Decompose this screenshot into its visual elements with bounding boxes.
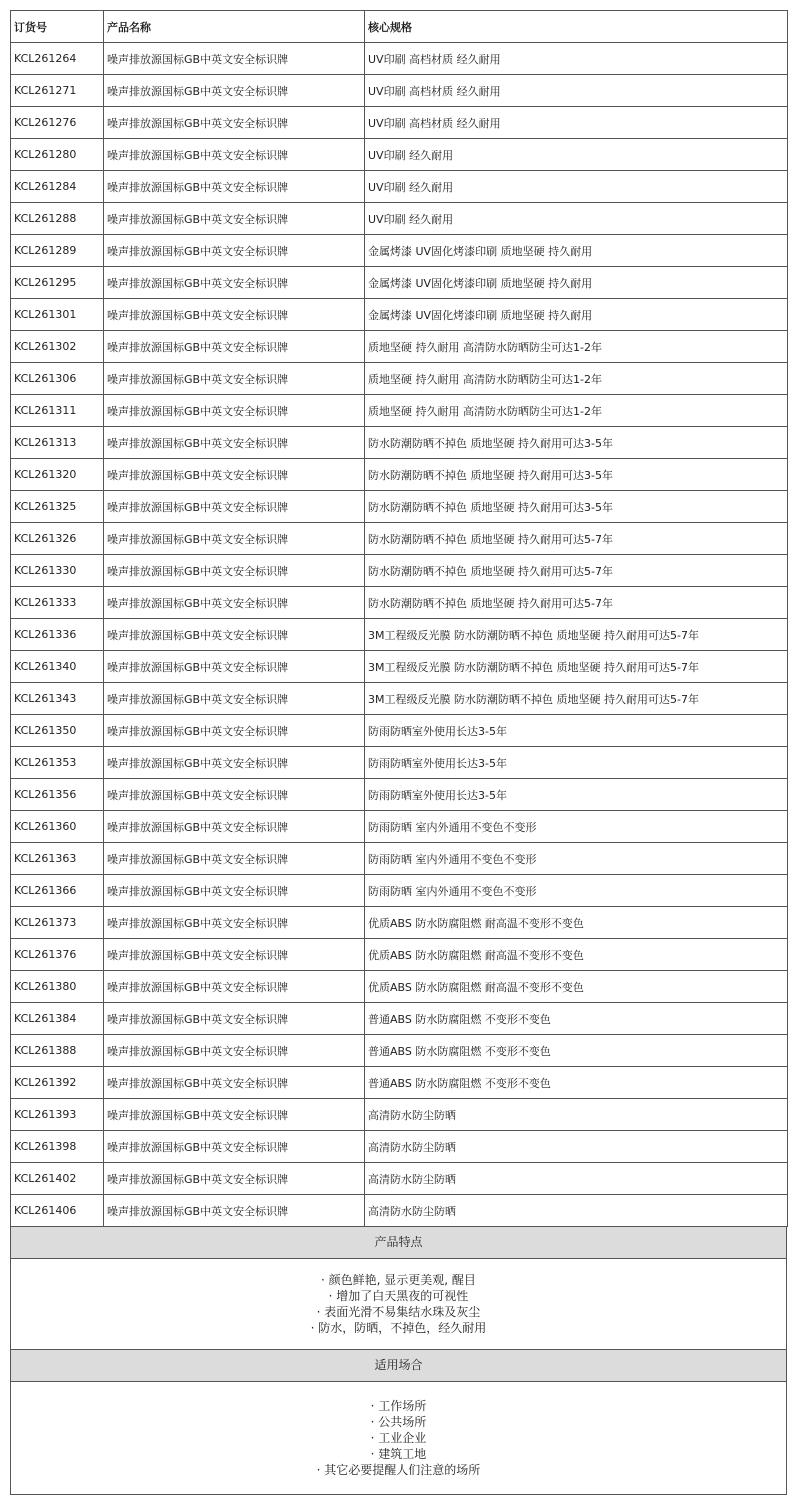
table-row xyxy=(11,171,788,203)
product-name-cell: 噪声排放源国标GB中英文安全标识牌 xyxy=(104,459,365,491)
table-row xyxy=(11,203,788,235)
core-spec-cell: 防水防潮防晒不掉色 质地坚硬 持久耐用可达5-7年 xyxy=(365,523,788,555)
product-name-cell: 噪声排放源国标GB中英文安全标识牌 xyxy=(104,43,365,75)
core-spec-cell: 高清防水防尘防晒 xyxy=(365,1131,788,1163)
table-row xyxy=(11,267,788,299)
order-number-cell: KCL261289 xyxy=(11,235,104,267)
core-spec-cell: 防雨防晒室外使用长达3-5年 xyxy=(365,747,788,779)
core-spec-cell: 优质ABS 防水防腐阻燃 耐高温不变形不变色 xyxy=(365,907,788,939)
product-name-cell: 噪声排放源国标GB中英文安全标识牌 xyxy=(104,491,365,523)
core-spec-cell: 优质ABS 防水防腐阻燃 耐高温不变形不变色 xyxy=(365,939,788,971)
core-spec-cell: 防水防潮防晒不掉色 质地坚硬 持久耐用可达3-5年 xyxy=(365,427,788,459)
order-number-cell: KCL261340 xyxy=(11,651,104,683)
core-spec-cell: 金属烤漆 UV固化烤漆印刷 质地坚硬 持久耐用 xyxy=(365,235,788,267)
order-number-cell: KCL261306 xyxy=(11,363,104,395)
core-spec-cell: 金属烤漆 UV固化烤漆印刷 质地坚硬 持久耐用 xyxy=(365,299,788,331)
order-number-cell: KCL261313 xyxy=(11,427,104,459)
order-number-cell: KCL261320 xyxy=(11,459,104,491)
core-spec-cell: UV印刷 经久耐用 xyxy=(365,171,788,203)
table-row xyxy=(11,299,788,331)
table-row xyxy=(11,75,788,107)
order-number-cell: KCL261384 xyxy=(11,1003,104,1035)
product-name-cell: 噪声排放源国标GB中英文安全标识牌 xyxy=(104,555,365,587)
core-spec-cell: UV印刷 高档材质 经久耐用 xyxy=(365,43,788,75)
core-spec-cell: 质地坚硬 持久耐用 高清防水防晒防尘可达1-2年 xyxy=(365,331,788,363)
product-name-cell: 噪声排放源国标GB中英文安全标识牌 xyxy=(104,683,365,715)
product-name-cell: 噪声排放源国标GB中英文安全标识牌 xyxy=(104,779,365,811)
core-spec-cell: 3M工程级反光膜 防水防潮防晒不掉色 质地坚硬 持久耐用可达5-7年 xyxy=(365,683,788,715)
order-number-cell: KCL261406 xyxy=(11,1195,104,1227)
product-name-cell: 噪声排放源国标GB中英文安全标识牌 xyxy=(104,331,365,363)
product-name-cell: 噪声排放源国标GB中英文安全标识牌 xyxy=(104,1195,365,1227)
order-number-cell: KCL261393 xyxy=(11,1099,104,1131)
core-spec-cell: 防雨防晒 室内外通用不变色不变形 xyxy=(365,843,788,875)
table-row xyxy=(11,139,788,171)
core-spec-cell: 金属烤漆 UV固化烤漆印刷 质地坚硬 持久耐用 xyxy=(365,267,788,299)
product-name-cell: 噪声排放源国标GB中英文安全标识牌 xyxy=(104,1003,365,1035)
order-number-cell: KCL261356 xyxy=(11,779,104,811)
table-row xyxy=(11,1067,788,1099)
product-name-cell: 噪声排放源国标GB中英文安全标识牌 xyxy=(104,1099,365,1131)
table-row xyxy=(11,523,788,555)
features-title: 产品特点 xyxy=(10,1227,787,1259)
order-number-cell: KCL261326 xyxy=(11,523,104,555)
order-number-cell: KCL261311 xyxy=(11,395,104,427)
table-row xyxy=(11,779,788,811)
core-spec-cell: 防雨防晒室外使用长达3-5年 xyxy=(365,779,788,811)
order-number-cell: KCL261376 xyxy=(11,939,104,971)
order-number-cell: KCL261380 xyxy=(11,971,104,1003)
order-number-cell: KCL261276 xyxy=(11,107,104,139)
table-row xyxy=(11,1035,788,1067)
table-row xyxy=(11,939,788,971)
table-row xyxy=(11,459,788,491)
core-spec-cell: UV印刷 高档材质 经久耐用 xyxy=(365,107,788,139)
product-name-cell: 噪声排放源国标GB中英文安全标识牌 xyxy=(104,267,365,299)
order-number-cell: KCL261353 xyxy=(11,747,104,779)
product-name-cell: 噪声排放源国标GB中英文安全标识牌 xyxy=(104,587,365,619)
table-row xyxy=(11,971,788,1003)
table-row xyxy=(11,1163,788,1195)
product-name-cell: 噪声排放源国标GB中英文安全标识牌 xyxy=(104,75,365,107)
core-spec-cell: 质地坚硬 持久耐用 高清防水防晒防尘可达1-2年 xyxy=(365,363,788,395)
product-name-cell: 噪声排放源国标GB中英文安全标识牌 xyxy=(104,1035,365,1067)
order-number-cell: KCL261350 xyxy=(11,715,104,747)
product-name-cell: 噪声排放源国标GB中英文安全标识牌 xyxy=(104,171,365,203)
feature-item: · 表面光滑不易集结水珠及灰尘 xyxy=(316,1305,481,1319)
core-spec-cell: 防雨防晒 室内外通用不变色不变形 xyxy=(365,811,788,843)
product-name-cell: 噪声排放源国标GB中英文安全标识牌 xyxy=(104,523,365,555)
order-number-cell: KCL261366 xyxy=(11,875,104,907)
core-spec-cell: 防雨防晒室外使用长达3-5年 xyxy=(365,715,788,747)
table-row xyxy=(11,107,788,139)
order-number-cell: KCL261330 xyxy=(11,555,104,587)
product-name-cell: 噪声排放源国标GB中英文安全标识牌 xyxy=(104,715,365,747)
product-name-cell: 噪声排放源国标GB中英文安全标识牌 xyxy=(104,971,365,1003)
product-name-cell: 噪声排放源国标GB中英文安全标识牌 xyxy=(104,299,365,331)
product-name-cell: 噪声排放源国标GB中英文安全标识牌 xyxy=(104,875,365,907)
table-row xyxy=(11,363,788,395)
table-row xyxy=(11,875,788,907)
order-number-cell: KCL261280 xyxy=(11,139,104,171)
scenes-title: 适用场合 xyxy=(10,1350,787,1382)
product-name-cell: 噪声排放源国标GB中英文安全标识牌 xyxy=(104,1131,365,1163)
core-spec-cell: 高清防水防尘防晒 xyxy=(365,1195,788,1227)
scene-item: · 建筑工地 xyxy=(370,1447,427,1461)
product-name-cell: 噪声排放源国标GB中英文安全标识牌 xyxy=(104,747,365,779)
scene-item: · 公共场所 xyxy=(370,1415,427,1429)
order-number-cell: KCL261402 xyxy=(11,1163,104,1195)
table-row xyxy=(11,491,788,523)
features-list xyxy=(10,1259,787,1350)
core-spec-cell: 质地坚硬 持久耐用 高清防水防晒防尘可达1-2年 xyxy=(365,395,788,427)
header-product-name: 产品名称 xyxy=(104,11,365,43)
table-row xyxy=(11,1099,788,1131)
order-number-cell: KCL261398 xyxy=(11,1131,104,1163)
order-number-cell: KCL261284 xyxy=(11,171,104,203)
product-name-cell: 噪声排放源国标GB中英文安全标识牌 xyxy=(104,843,365,875)
core-spec-cell: 防雨防晒 室内外通用不变色不变形 xyxy=(365,875,788,907)
core-spec-cell: UV印刷 经久耐用 xyxy=(365,139,788,171)
core-spec-cell: 高清防水防尘防晒 xyxy=(365,1099,788,1131)
product-name-cell: 噪声排放源国标GB中英文安全标识牌 xyxy=(104,363,365,395)
product-name-cell: 噪声排放源国标GB中英文安全标识牌 xyxy=(104,427,365,459)
order-number-cell: KCL261271 xyxy=(11,75,104,107)
core-spec-cell: 普通ABS 防水防腐阻燃 不变形不变色 xyxy=(365,1003,788,1035)
scene-item: · 工作场所 xyxy=(370,1399,427,1413)
table-row xyxy=(11,555,788,587)
product-name-cell: 噪声排放源国标GB中英文安全标识牌 xyxy=(104,395,365,427)
table-row xyxy=(11,811,788,843)
product-name-cell: 噪声排放源国标GB中英文安全标识牌 xyxy=(104,811,365,843)
product-name-cell: 噪声排放源国标GB中英文安全标识牌 xyxy=(104,907,365,939)
table-row xyxy=(11,843,788,875)
table-row xyxy=(11,651,788,683)
scene-item: · 其它必要提醒人们注意的场所 xyxy=(316,1463,481,1477)
product-name-cell: 噪声排放源国标GB中英文安全标识牌 xyxy=(104,939,365,971)
order-number-cell: KCL261325 xyxy=(11,491,104,523)
order-number-cell: KCL261392 xyxy=(11,1067,104,1099)
table-row xyxy=(11,1003,788,1035)
scene-item: · 工业企业 xyxy=(370,1431,427,1445)
core-spec-cell: 防水防潮防晒不掉色 质地坚硬 持久耐用可达3-5年 xyxy=(365,491,788,523)
order-number-cell: KCL261295 xyxy=(11,267,104,299)
table-row xyxy=(11,331,788,363)
feature-item: · 防水，防晒，不掉色，经久耐用 xyxy=(310,1321,487,1335)
feature-item: · 增加了白天黑夜的可视性 xyxy=(328,1289,469,1303)
core-spec-cell: 防水防潮防晒不掉色 质地坚硬 持久耐用可达5-7年 xyxy=(365,555,788,587)
order-number-cell: KCL261360 xyxy=(11,811,104,843)
table-row xyxy=(11,395,788,427)
order-number-cell: KCL261333 xyxy=(11,587,104,619)
order-number-cell: KCL261336 xyxy=(11,619,104,651)
product-name-cell: 噪声排放源国标GB中英文安全标识牌 xyxy=(104,139,365,171)
scenes-list xyxy=(10,1382,787,1495)
core-spec-cell: 3M工程级反光膜 防水防潮防晒不掉色 质地坚硬 持久耐用可达5-7年 xyxy=(365,619,788,651)
order-number-cell: KCL261288 xyxy=(11,203,104,235)
table-row xyxy=(11,427,788,459)
table-header-row xyxy=(11,11,788,43)
header-core-spec: 核心规格 xyxy=(365,11,788,43)
product-name-cell: 噪声排放源国标GB中英文安全标识牌 xyxy=(104,1163,365,1195)
spec-table xyxy=(10,10,788,1227)
product-name-cell: 噪声排放源国标GB中英文安全标识牌 xyxy=(104,203,365,235)
core-spec-cell: 防水防潮防晒不掉色 质地坚硬 持久耐用可达3-5年 xyxy=(365,459,788,491)
feature-item: · 颜色鲜艳, 显示更美观, 醒目 xyxy=(321,1273,476,1287)
product-name-cell: 噪声排放源国标GB中英文安全标识牌 xyxy=(104,619,365,651)
product-name-cell: 噪声排放源国标GB中英文安全标识牌 xyxy=(104,651,365,683)
table-row xyxy=(11,1131,788,1163)
core-spec-cell: 3M工程级反光膜 防水防潮防晒不掉色 质地坚硬 持久耐用可达5-7年 xyxy=(365,651,788,683)
product-name-cell: 噪声排放源国标GB中英文安全标识牌 xyxy=(104,1067,365,1099)
core-spec-cell: 优质ABS 防水防腐阻燃 耐高温不变形不变色 xyxy=(365,971,788,1003)
table-row xyxy=(11,235,788,267)
core-spec-cell: UV印刷 经久耐用 xyxy=(365,203,788,235)
table-row xyxy=(11,43,788,75)
order-number-cell: KCL261363 xyxy=(11,843,104,875)
table-row xyxy=(11,747,788,779)
order-number-cell: KCL261388 xyxy=(11,1035,104,1067)
order-number-cell: KCL261264 xyxy=(11,43,104,75)
order-number-cell: KCL261301 xyxy=(11,299,104,331)
core-spec-cell: 普通ABS 防水防腐阻燃 不变形不变色 xyxy=(365,1067,788,1099)
product-name-cell: 噪声排放源国标GB中英文安全标识牌 xyxy=(104,107,365,139)
table-row xyxy=(11,587,788,619)
core-spec-cell: 普通ABS 防水防腐阻燃 不变形不变色 xyxy=(365,1035,788,1067)
order-number-cell: KCL261302 xyxy=(11,331,104,363)
product-name-cell: 噪声排放源国标GB中英文安全标识牌 xyxy=(104,235,365,267)
core-spec-cell: 高清防水防尘防晒 xyxy=(365,1163,788,1195)
table-row xyxy=(11,683,788,715)
table-row xyxy=(11,907,788,939)
header-order-number: 订货号 xyxy=(11,11,104,43)
core-spec-cell: UV印刷 高档材质 经久耐用 xyxy=(365,75,788,107)
spec-table-body xyxy=(11,43,788,1227)
order-number-cell: KCL261343 xyxy=(11,683,104,715)
product-sheet xyxy=(10,10,787,1495)
table-row xyxy=(11,715,788,747)
table-row xyxy=(11,619,788,651)
order-number-cell: KCL261373 xyxy=(11,907,104,939)
table-row xyxy=(11,1195,788,1227)
core-spec-cell: 防水防潮防晒不掉色 质地坚硬 持久耐用可达5-7年 xyxy=(365,587,788,619)
